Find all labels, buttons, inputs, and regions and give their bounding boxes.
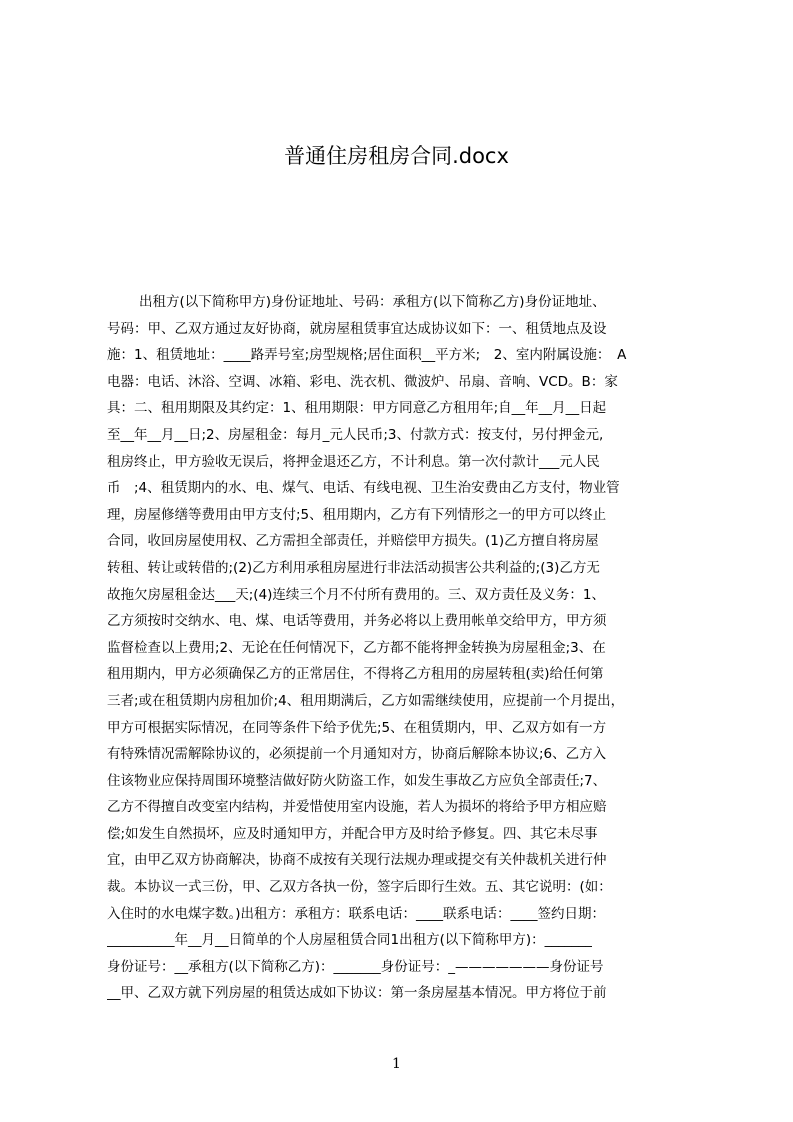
body-line: 乙方不得擅自改变室内结构，并爱惜使用室内设施，若人为损坏的将给予甲方相应赔 [107, 799, 607, 816]
body-line: 故拖欠房屋租金达___天;(4)连续三个月不付所有费用的。三、双方责任及义务：1、 [107, 586, 606, 603]
body-line: 号码：甲、乙双方通过友好协商，就房屋租赁事宜达成协议如下：一、租赁地点及设 [107, 320, 607, 337]
document-title: 普通住房租房合同.docx [284, 144, 509, 168]
body-line: 至__年__月__日;2、房屋租金：每月_元人民币;3、付款方式：按支付，另付押金元, [107, 426, 604, 443]
body-line: 具：二、租用期限及其约定：1、租用期限：甲方同意乙方租用年;自__年__月__日起 [107, 400, 607, 417]
body-line: 入住时的水电煤字数。)出租方：承租方：联系电话：____联系电话：____签约日期： [107, 905, 606, 922]
body-line: 三者;或在租赁期内房租加价;4、租用期满后，乙方如需继续使用，应提前一个月提出， [107, 692, 625, 709]
body-line: 身份证号：__承租方(以下简称乙方)：_______身份证号：_———————身份证号 [107, 958, 604, 975]
body-line: 乙方须按时交纳水、电、煤、电话等费用，并务必将以上费用帐单交给甲方，甲方须 [107, 613, 607, 630]
body-line: 宜，由甲乙双方协商解决，协商不成按有关现行法规办理或提交有关仲裁机关进行仲 [107, 852, 607, 869]
body-line: 币 ;4、租赁期内的水、电、煤气、电话、有线电视、卫生治安费由乙方支付，物业管 [107, 480, 620, 497]
body-line: 转租、转让或转借的;(2)乙方利用承租房屋进行非法活动损害公共利益的;(3)乙方无 [107, 559, 600, 576]
body-line: 住该物业应保持周围环境整洁做好防火防盗工作，如发生事故乙方应负全部责任;7、 [107, 772, 607, 789]
body-line: 监督检查以上费用;2、无论在任何情况下，乙方都不能将押金转换为房屋租金;3、在 [107, 639, 606, 656]
body-line: 甲方可根据实际情况，在同等条件下给予优先;5、在租赁期内，甲、乙双方如有一方 [107, 719, 607, 736]
body-line: 租房终止，甲方验收无误后，将押金退还乙方，不计利息。第一次付款计___元人民 [107, 453, 600, 470]
body-line: __________年__月__日简单的个人房屋租赁合同1出租方(以下简称甲方)：_______ [107, 932, 592, 949]
body-line: 施：1、租赁地址：____路弄号室;房型规格;居住面积__平方米; 2、室内附属设施： A [107, 347, 627, 364]
body-line: 理，房屋修缮等费用由甲方支付;5、租用期内，乙方有下列情形之一的甲方可以终止 [107, 506, 607, 523]
body-line: __甲、乙双方就下列房屋的租赁达成如下协议：第一条房屋基本情况。甲方将位于前 [107, 985, 607, 1002]
body-line: 合同，收回房屋使用权、乙方需担全部责任，并赔偿甲方损失。(1)乙方擅自将房屋 [107, 533, 599, 550]
body-line: 有特殊情况需解除协议的，必须提前一个月通知对方，协商后解除本协议;6、乙方入 [107, 746, 607, 763]
document-body [107, 289, 700, 1007]
body-line: 偿;如发生自然损坏，应及时通知甲方，并配合甲方及时给予修复。四、其它未尽事 [107, 825, 598, 842]
body-line: 租用期内，甲方必须确保乙方的正常居住，不得将乙方租用的房屋转租(卖)给任何第 [107, 666, 604, 683]
body-line: 电器：电话、沐浴、空调、冰箱、彩电、洗衣机、微波炉、吊扇、音响、VCD。B：家 [107, 373, 618, 390]
body-line: 裁。本协议一式三份，甲、乙双方各执一份，签字后即行生效。五、其它说明：(如： [107, 879, 612, 896]
body-line: 出租方(以下简称甲方)身份证地址、号码：承租方(以下简称乙方)身份证地址、 [139, 294, 606, 310]
page-number: 1 [392, 1056, 401, 1072]
